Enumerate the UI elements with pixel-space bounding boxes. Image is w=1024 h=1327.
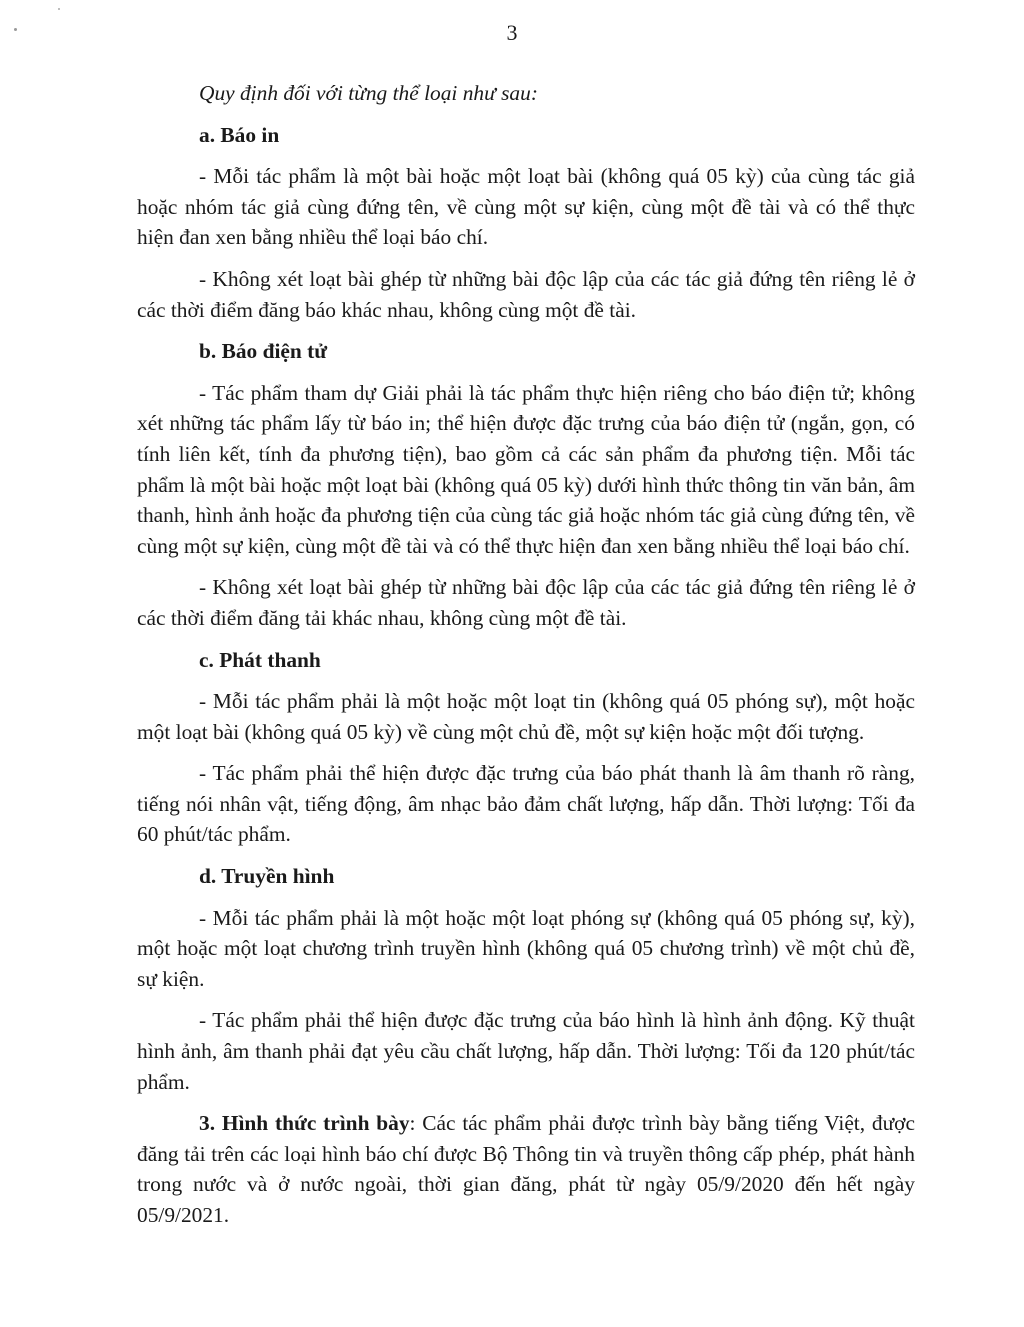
body-paragraph: - Mỗi tác phẩm phải là một hoặc một loạt tin (không quá 05 phóng sự), một hoặc một loạt bài (không quá 05 kỳ) về cùng một chủ đề, một sự kiện hoặc một đối tượng. [137,689,915,744]
body-paragraph: - Mỗi tác phẩm là một bài hoặc một loạt bài (không quá 05 kỳ) của cùng tác giả hoặc nhóm tác giả cùng đứng tên, về cùng một sự kiện, cùng một đề tài và có thể thực hiện đan xen bằng nhiều thể loại báo chí. [137,164,915,250]
document-body [137,78,915,1231]
final-paragraph-lead: 3. Hình thức trình bày [199,1111,410,1136]
body-paragraph: - Tác phẩm phải thể hiện được đặc trưng của báo hình là hình ảnh động. Kỹ thuật hình ảnh, âm thanh phải đạt yêu cầu chất lượng, hấp dẫn. Thời lượng: Tối đa 120 phút/tác phẩm. [137,1008,915,1094]
body-paragraph: - Tác phẩm phải thể hiện được đặc trưng của báo phát thanh là âm thanh rõ ràng, tiếng nói nhân vật, tiếng động, âm nhạc bảo đảm chất lượng, hấp dẫn. Thời lượng: Tối đa 60 phút/tác phẩm. [137,761,915,847]
scan-speck [58,8,60,10]
section-heading-bao-dien-tu: b. Báo điện tử [199,339,328,364]
body-paragraph: - Không xét loạt bài ghép từ những bài độc lập của các tác giả đứng tên riêng lẻ ở các thời điểm đăng báo khác nhau, không cùng một đề tài. [137,266,915,322]
section-heading-bao-in: a. Báo in [199,122,280,147]
body-paragraph: - Tác phẩm tham dự Giải phải là tác phẩm thực hiện riêng cho báo điện tử; không xét những tác phẩm lấy từ báo in; thể hiện được đặc trưng của báo điện tử (ngắn, gọn, có tính liên kết, tính đa phương tiện), bao gồm cả các sản phẩm đa phương tiện. Mỗi tác phẩm là một bài hoặc một loạt bài (không quá 05 kỳ) dưới hình thức thông tin văn bản, âm thanh, hình ảnh hoặc đa phương tiện của cùng tác giả hoặc nhóm tác giả cùng đứng tên, về cùng một sự kiện, cùng một đề tài và có thể thực hiện đan xen bằng nhiều thể loại báo chí. [137,380,915,558]
page-number: 3 [506,20,518,45]
section-heading-phat-thanh: c. Phát thanh [199,647,321,672]
final-paragraph-text: : Các tác phẩm phải được trình bày bằng tiếng Việt, được đăng tải trên các loại hình báo chí được Bộ Thông tin và truyền thông cấp phép, phát hành trong nước và ở nước ngoài, thời gian đăng, phát từ ngày 05/9/2020 đến hết ngày 05/9/2021. [137,1111,915,1227]
section-heading-truyen-hinh: d. Truyền hình [199,864,335,889]
body-paragraph: - Không xét loạt bài ghép từ những bài độc lập của các tác giả đứng tên riêng lẻ ở các thời điểm đăng tải khác nhau, không cùng một đề tài. [137,575,915,630]
final-paragraph [137,1108,915,1230]
body-paragraph: - Mỗi tác phẩm phải là một hoặc một loạt phóng sự (không quá 05 phóng sự, kỳ), một hoặc một loạt chương trình truyền hình (không quá 05 chương trình) về một chủ đề, sự kiện. [137,905,915,991]
intro-line: Quy định đối với từng thể loại như sau: [199,81,538,105]
